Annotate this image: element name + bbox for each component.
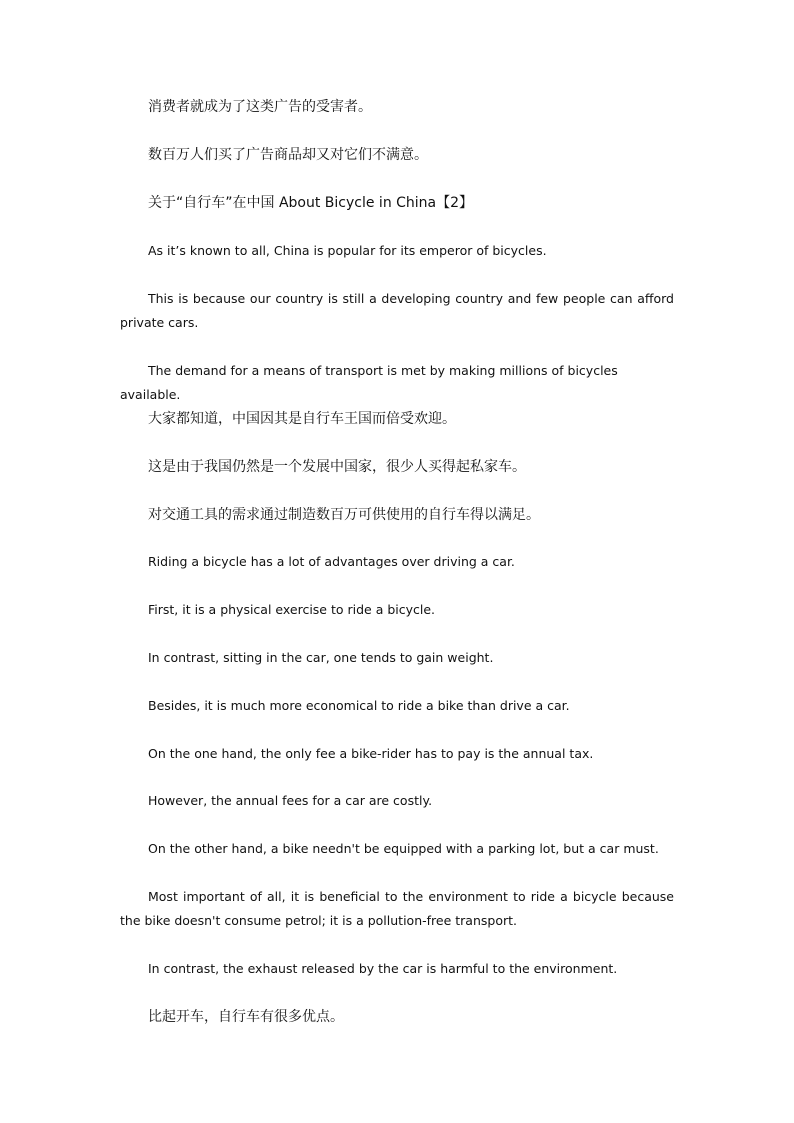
paragraph-developing-country: This is because our country is still a developing country and few people can afford private cars. [120,291,674,330]
paragraph-exhaust: In contrast, the exhaust released by the car is harmful to the environment. [148,961,618,976]
paragraph-zh-demand: 对交通工具的需求通过制造数百万可供使用的自行车得以满足。 [148,507,540,523]
paragraph-demand-transport: The demand for a means of transport is met by making millions of bicycles available. [120,363,618,402]
paragraph-victims: 消费者就成为了这类广告的受害者。 [148,99,372,115]
paragraph-gain-weight: In contrast, sitting in the car, one tends to gain weight. [148,650,494,665]
paragraph-advantages: Riding a bicycle has a lot of advantages over driving a car. [148,554,515,569]
paragraph-costly: However, the annual fees for a car are costly. [148,793,433,808]
section-title: 关于“自行车”在中国 About Bicycle in China【2】 [148,195,474,211]
paragraph-zh-developing-country: 这是由于我国仍然是一个发展中国家，很少人买得起私家车。 [148,459,526,475]
paragraph-parking-lot: On the other hand, a bike needn't be equipped with a parking lot, but a car must. [148,841,659,856]
paragraph-zh-known-to-all: 大家都知道，中国因其是自行车王国而倍受欢迎。 [148,411,456,427]
paragraph-millions-unsatisfied: 数百万人们买了广告商品却又对它们不满意。 [148,147,428,163]
paragraph-known-to-all: As it’s known to all, China is popular for its emperor of bicycles. [148,243,547,258]
paragraph-economical: Besides, it is much more economical to ride a bike than drive a car. [148,698,570,713]
paragraph-annual-tax: On the one hand, the only fee a bike-rider has to pay is the annual tax. [148,746,594,761]
paragraph-exercise: First, it is a physical exercise to ride a bicycle. [148,602,436,617]
paragraph-environment: Most important of all, it is beneficial to the environment to ride a bicycle because the bike doesn't consume petrol; it is a pollution-free transport. [120,889,674,928]
paragraph-zh-advantages: 比起开车，自行车有很多优点。 [148,1009,344,1025]
